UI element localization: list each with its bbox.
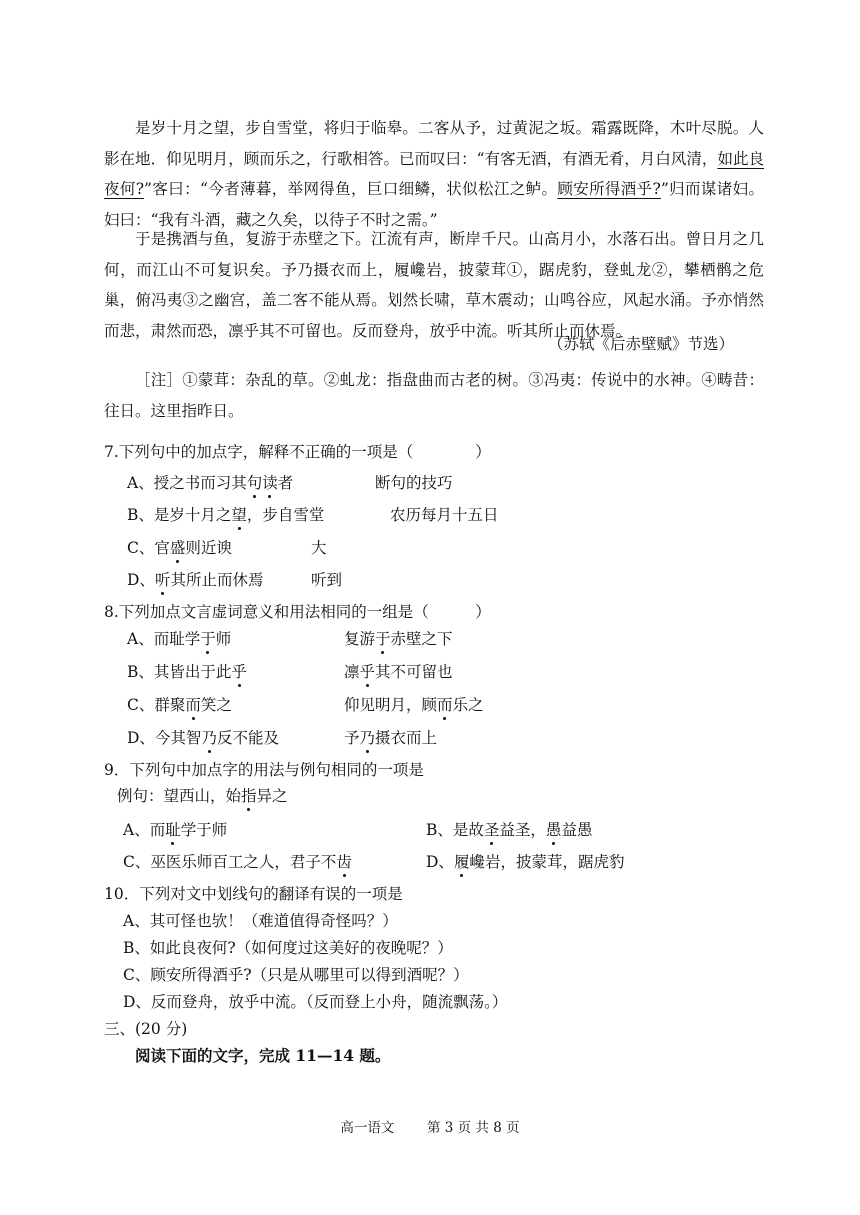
q7-option-c: C、官盛则近谀 (127, 536, 232, 558)
dotted-char: 乃 (201, 726, 217, 748)
passage-text: 是岁十月之望，步自雪堂，将归于临皋。二客从予，过黄泥之坂。霜露既降，木叶尽脱。人影在地．仰见明月，顾而乐之，行歌相答。已而叹曰：“有客无酒，有酒无肴，月白风清， (104, 119, 764, 168)
q8-option-b-left: B、其皆出于此乎 (127, 660, 247, 682)
section-3-instruction: 阅读下面的文字，完成 11—14 题。 (135, 1046, 391, 1065)
q7-option-c-gloss: 大 (311, 539, 327, 557)
q7-stem: 7.下列句中的加点字，解释不正确的一项是（ ） (104, 443, 491, 461)
underlined-sentence-2: 顾安所得酒乎? (557, 180, 661, 198)
q10-stem: 10．下列对文中划线句的翻译有误的一项是 (104, 885, 403, 903)
q7-option-a-gloss: 断句的技巧 (375, 474, 453, 492)
section-3-heading: 三、(20 分) (104, 1020, 188, 1038)
q7-option-b: B、是岁十月之望，步自雪堂 (127, 503, 324, 525)
passage-paragraph-1 (104, 113, 764, 235)
dotted-char: 于 (375, 627, 391, 649)
dotted-char: 履 (454, 850, 470, 872)
dotted-char: 指 (241, 784, 257, 806)
underlined-sentence-1: 如此良夜何? (104, 149, 764, 198)
passage-text: ”客曰：“今者薄暮，举网得鱼，巨口细鳞，状似松江之鲈。 (144, 180, 558, 198)
dotted-char: 于 (200, 627, 216, 649)
page-footer (0, 1116, 860, 1136)
q9-option-d: D、履巉岩，披蒙茸，踞虎豹 (426, 850, 624, 872)
q8-option-a-right: 复游于赤壁之下 (344, 627, 453, 649)
q8-option-a-left: A、而耻学于师 (127, 627, 231, 649)
dotted-char: 齿 (336, 850, 352, 872)
dotted-char: 句 (247, 471, 263, 493)
dotted-char: 乃 (360, 726, 376, 748)
q7-option-b-gloss: 农历每月十五日 (390, 506, 499, 524)
dotted-char: 听 (155, 568, 171, 590)
passage-paragraph-2: 于是携酒与鱼，复游于赤壁之下。江流有声，断岸千尺。山高月小，水落石出。曾日月之几何，而江山不可复识矣。予乃摄衣而上，履巉岩，披蒙茸①，踞虎豹，登虬龙②，攀栖鹘之危巢，俯冯夷③之幽宫，盖二客不能从焉。划然长啸，草木震动；山鸣谷应，风起水涌。予亦悄然而悲，肃然而恐，凛乎其不可留也。反而登舟，放乎中流。听其所止而休焉。 (104, 230, 764, 340)
q8-option-c-right: 仰见明月，顾而乐之 (344, 693, 484, 715)
footer-subject: 高一语文 (340, 1120, 395, 1136)
q7-option-d: D、听其所止而休焉 (127, 568, 263, 590)
dotted-char: 圣 (484, 818, 500, 840)
dotted-char: 耻 (165, 818, 181, 840)
dotted-char: 而 (185, 693, 201, 715)
q10-option-a: A、其可怪也欤！（难道值得奇怪吗？） (123, 912, 398, 930)
passage-source: （苏轼《后赤壁赋》节选） (548, 335, 735, 353)
q8-stem: 8.下列加点文言虚词意义和用法相同的一组是（ ） (104, 603, 491, 621)
q10-option-b: B、如此良夜何?（如何度过这美好的夜晚呢？） (123, 939, 453, 957)
q9-option-b: B、是故圣益圣，愚益愚 (426, 818, 592, 840)
dotted-char: 盛 (170, 536, 186, 558)
q9-example: 例句：望西山，始指异之 (117, 784, 288, 806)
q7-option-a: A、授之书而习其句读者 (127, 471, 293, 493)
dotted-char: 乎 (360, 660, 376, 682)
q9-stem: 9．下列句中加点字的用法与例句相同的一项是 (104, 761, 424, 779)
q8-option-c-left: C、群聚而笑之 (127, 693, 232, 715)
passage-notes: ［注］①蒙茸：杂乱的草。②虬龙：指盘曲而古老的树。③冯夷：传说中的水神。④畴昔：往日。这里指昨日。 (104, 371, 764, 420)
q10-option-d: D、反而登舟，放乎中流。（反而登上小舟，随流飘荡。） (123, 993, 508, 1011)
dotted-char: 望 (231, 503, 247, 525)
footer-page-number: 第 3 页 共 8 页 (426, 1120, 520, 1136)
q10-option-c: C、顾安所得酒乎?（只是从哪里可以得到酒呢？） (123, 966, 469, 984)
passage-text: ”归而谋诸妇。妇曰：“我有斗酒，藏之久矣，以待子不时之需。” (104, 180, 764, 229)
q9-option-a: A、而耻学于师 (123, 818, 227, 840)
dotted-char: 乎 (231, 660, 247, 682)
q7-option-d-gloss: 听到 (311, 571, 343, 589)
q9-option-c: C、巫医乐师百工之人，君子不齿 (123, 850, 352, 872)
q8-option-d-right: 予乃摄衣而上 (344, 726, 437, 748)
dotted-char: 而 (437, 693, 453, 715)
dotted-char: 读 (262, 471, 278, 493)
q8-option-d-left: D、今其智乃反不能及 (127, 726, 279, 748)
q8-option-b-right: 凛乎其不可留也 (344, 660, 453, 682)
dotted-char: 愚 (546, 818, 562, 840)
